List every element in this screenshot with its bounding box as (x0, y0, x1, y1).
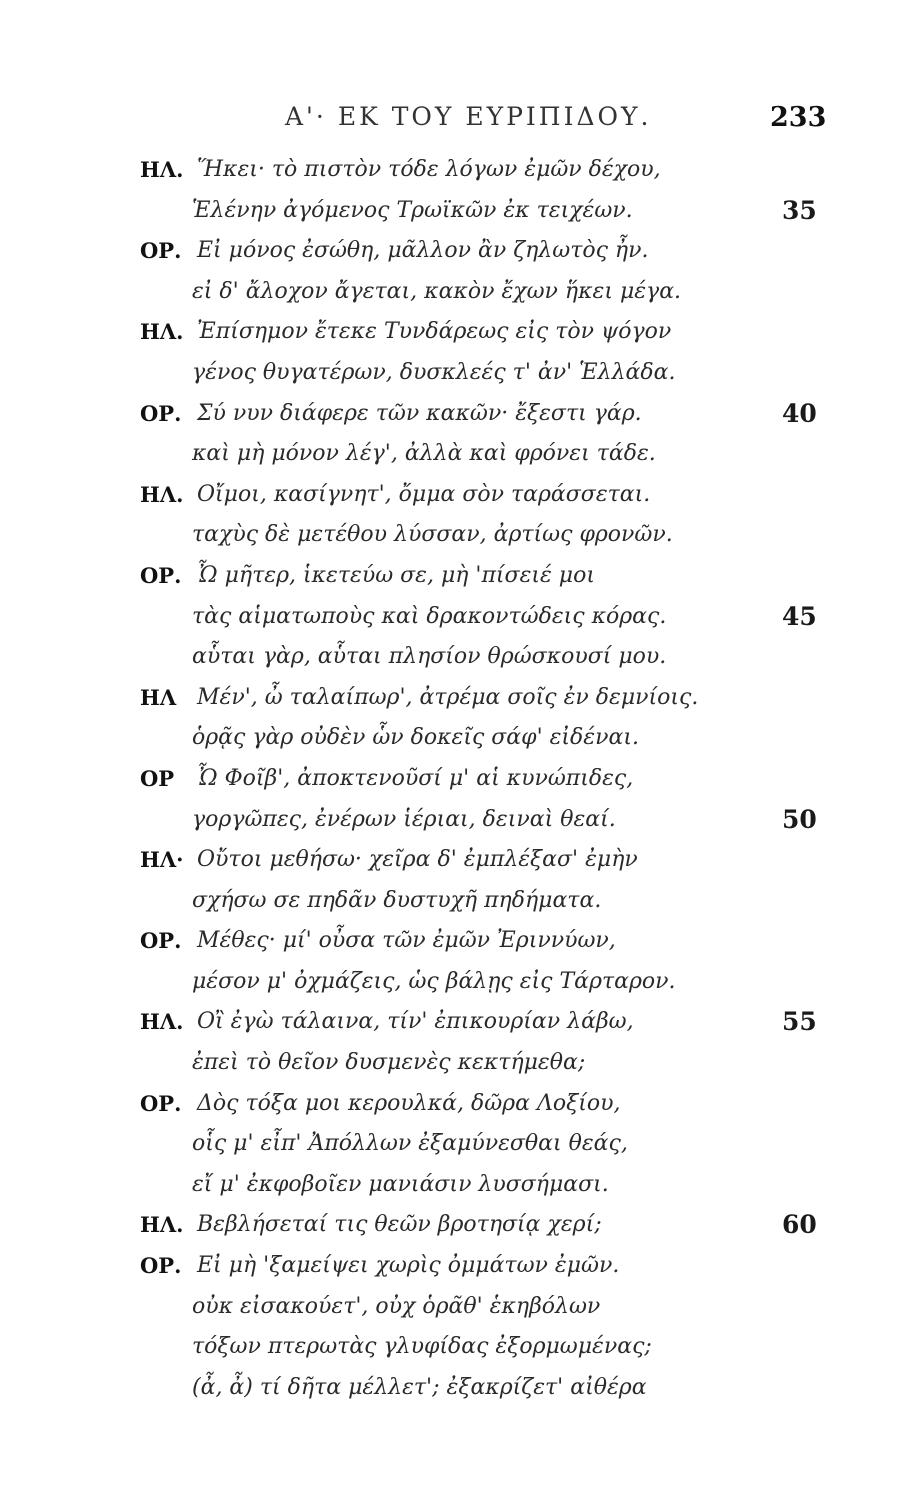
verse-text: Δὸς τόξα μοι κερουλκά, δῶρα Λοξίου, (197, 1090, 621, 1116)
speaker-label: ΗΛ (140, 684, 177, 710)
speaker-label: ΗΛ. (140, 481, 184, 507)
verse-line (0, 840, 897, 881)
verse-text: Οἲ ἐγὼ τάλαινα, τίν' ἐπικουρίαν λάβω, (197, 1009, 634, 1035)
page-number: 233 (770, 102, 827, 133)
running-head (0, 102, 897, 142)
verse-text: Οὔτοι μεθήσω· χεῖρα δ' ἐμπλέξασ' ἐμὴν (197, 847, 638, 873)
verse-text: Σύ νυν διάφερε τῶν κακῶν· ἔξεστι γάρ. (197, 400, 642, 426)
running-title: Α'· ΕΚ ΤΟΥ ΕΥΡΙΠΙΔΟΥ. (285, 102, 652, 131)
verse-text: γοργῶπες, ἐνέρων ἱέριαι, δειναὶ θεαί. (192, 806, 616, 832)
line-number: 45 (782, 601, 817, 631)
verse-text: σχήσω σε πηδᾶν δυστυχῆ πηδήματα. (192, 887, 602, 913)
verse-line (0, 759, 897, 800)
verse-line (0, 434, 897, 475)
verse-text: ἐπεὶ τὸ θεῖον δυσμενὲς κεκτήμεθα; (192, 1050, 586, 1076)
verse-text: οὐκ εἰσακούετ', οὐχ ὁρᾶθ' ἑκηβόλων (192, 1293, 601, 1319)
verse-text: τὰς αἱματωποὺς καὶ δρακοντώδεις κόρας. (192, 603, 667, 629)
line-number: 50 (782, 804, 817, 834)
speaker-label: ΟΡ. (140, 400, 182, 426)
speaker-label: ΟΡ. (140, 562, 182, 588)
verse-line (0, 272, 897, 313)
verse-text: μέσον μ' ὀχμάζεις, ὡς βάλῃς εἰς Τάρταρον. (192, 968, 676, 994)
verse-line (0, 1002, 897, 1043)
verse-text: εἰ δ' ἄλοχον ἄγεται, κακὸν ἔχων ἥκει μέγα. (192, 278, 682, 304)
line-number: 55 (782, 1007, 817, 1037)
line-number: 60 (782, 1210, 817, 1240)
verse-lines (0, 150, 897, 1408)
verse-line (0, 231, 897, 272)
speaker-label: ΗΛ. (140, 319, 184, 345)
speaker-label: ΗΛ· (140, 847, 184, 873)
verse-line (0, 353, 897, 394)
verse-text: Μέν', ὦ ταλαίπωρ', ἀτρέμα σοῖς ἐν δεμνίοις. (197, 684, 699, 710)
verse-line (0, 1368, 897, 1409)
verse-text: καὶ μὴ μόνον λέγ', ἀλλὰ καὶ φρόνει τάδε. (192, 441, 656, 467)
verse-line (0, 1124, 897, 1165)
verse-text: Εἰ μόνος ἐσώθη, μᾶλλον ἂν ζηλωτὸς ἦν. (197, 238, 649, 264)
verse-text: Ὦ μῆτερ, ἱκετεύω σε, μὴ 'πίσειέ μοι (197, 562, 595, 588)
verse-line (0, 1327, 897, 1368)
verse-text: Εἰ μὴ 'ξαμείψει χωρὶς ὀμμάτων ἐμῶν. (197, 1253, 620, 1279)
verse-text: Ὦ Φοῖβ', ἀποκτενοῦσί μ' αἱ κυνώπιδες, (197, 765, 634, 791)
verse-text: Οἴμοι, κασίγνητ', ὄμμα σὸν ταράσσεται. (197, 481, 651, 507)
verse-text: Ἥκει· τὸ πιστὸν τόδε λόγων ἐμῶν δέχου, (197, 157, 661, 182)
speaker-label: ΗΛ. (140, 1212, 184, 1238)
verse-line (0, 515, 897, 556)
speaker-label: ΟΡ. (140, 1090, 182, 1116)
verse-line (0, 1043, 897, 1084)
speaker-label: ΟΡ. (140, 238, 182, 264)
verse-line (0, 150, 897, 191)
verse-text: τόξων πτερωτὰς γλυφίδας ἐξορμωμένας; (192, 1334, 652, 1360)
verse-text: Μέθες· μί' οὖσα τῶν ἐμῶν Ἐριννύων, (197, 928, 616, 954)
speaker-label: ΟΡ. (140, 1253, 182, 1279)
verse-line (0, 1246, 897, 1287)
verse-line (0, 191, 897, 232)
verse-line (0, 962, 897, 1003)
line-number: 40 (782, 398, 817, 428)
line-number: 35 (782, 195, 817, 225)
verse-text: Ἑλένην ἀγόμενος Τρωϊκῶν ἐκ τειχέων. (192, 197, 633, 223)
verse-line (0, 718, 897, 759)
verse-line (0, 1165, 897, 1206)
verse-line (0, 1287, 897, 1328)
verse-line (0, 678, 897, 719)
speaker-label: ΟΡ (140, 765, 175, 791)
verse-text: αὗται γὰρ, αὗται πλησίον θρώσκουσί μου. (192, 644, 667, 670)
verse-line (0, 881, 897, 922)
verse-text: οἷς μ' εἶπ' Ἀπόλλων ἐξαμύνεσθαι θεάς, (192, 1131, 628, 1157)
verse-line (0, 475, 897, 516)
speaker-label: ΗΛ. (140, 157, 184, 182)
verse-line (0, 556, 897, 597)
verse-line (0, 597, 897, 638)
verse-line (0, 312, 897, 353)
verse-line (0, 800, 897, 841)
verse-text: Βεβλήσεταί τις θεῶν βροτησίᾳ χερί; (197, 1212, 602, 1238)
verse-line (0, 394, 897, 435)
verse-line (0, 921, 897, 962)
verse-text: γένος θυγατέρων, δυσκλεές τ' ἀν' Ἑλλάδα. (192, 359, 676, 385)
verse-line (0, 1205, 897, 1246)
verse-text: ταχὺς δὲ μετέθου λύσσαν, ἀρτίως φρονῶν. (192, 522, 673, 548)
verse-text: (ἆ, ἆ) τί δῆτα μέλλετ'; ἐξακρίζετ' αἰθέρα (192, 1374, 647, 1400)
verse-text: εἴ μ' ἐκφοβοῖεν μανιάσιν λυσσήμασι. (192, 1171, 609, 1197)
verse-line (0, 637, 897, 678)
verse-text: Ἐπίσημον ἔτεκε Τυνδάρεως εἰς τὸν ψόγον (197, 319, 672, 345)
verse-text: ὁρᾷς γὰρ οὐδὲν ὧν δοκεῖς σάφ' εἰδέναι. (192, 725, 639, 751)
speaker-label: ΗΛ. (140, 1009, 184, 1035)
speaker-label: ΟΡ. (140, 928, 182, 954)
verse-line (0, 1084, 897, 1125)
